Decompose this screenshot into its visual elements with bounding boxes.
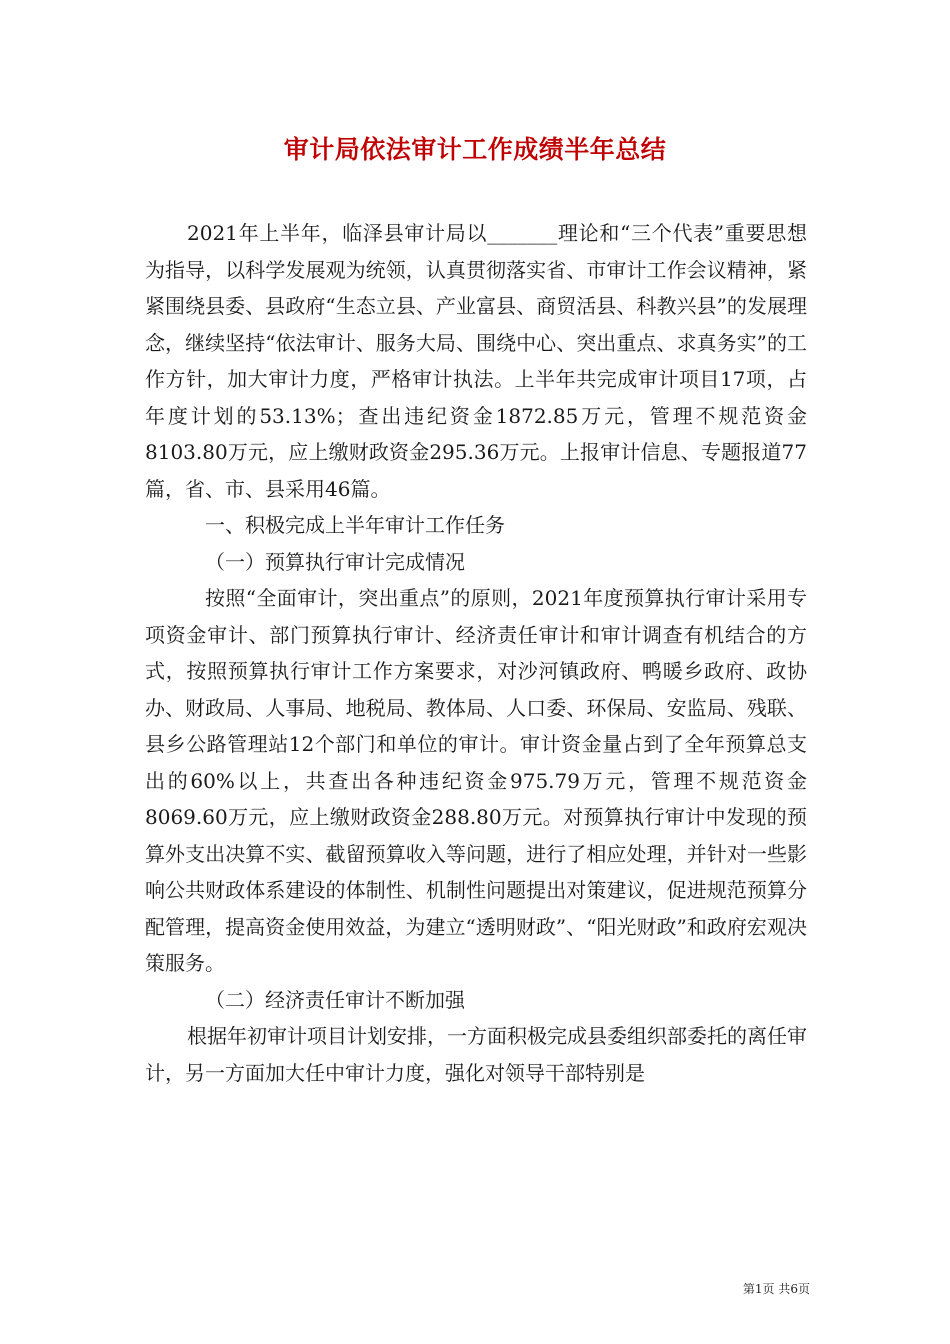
subsection-heading-1: （一）预算执行审计完成情况	[205, 549, 465, 574]
economic-audit-paragraph: 根据年初审计项目计划安排，一方面积极完成县委组织部委托的离任审计，另一方面加大任中审计力度，强化对领导干部特别是	[145, 1024, 807, 1085]
section-heading-1: 一、积极完成上半年审计工作任务	[205, 513, 505, 537]
budget-audit-paragraph: 按照“全面审计，突出重点”的原则，2021年度预算执行审计采用专项资金审计、部门预算执行审计、经济责任审计和审计调查有机结合的方式，按照预算执行审计工作方案要求，对沙河镇政府、鸭暖乡政府、政协办、财政局、人事局、地税局、教体局、人口委、环保局、安监局、残联、县乡公路管理站12个部门和单位的审计。审计资金量占到了全年预算总支出的60%以上，共查出各种违纪资金975.79万元，管理不规范资金8069.60万元，应上缴财政资金288.80万元。对预算执行审计中发现的预算外支出决算不实、截留预算收入等问题，进行了相应处理，并针对一些影响公共财政体系建设的体制性、机制性问题提出对策建议，促进规范预算分配管理，提高资金使用效益，为建立“透明财政”、“阳光财政”和政府宏观决策服务。	[145, 586, 807, 975]
intro-paragraph: 2021年上半年，临泽县审计局以_______理论和“三个代表”重要思想为指导，以科学发展观为统领，认真贯彻落实省、市审计工作会议精神，紧紧围绕县委、县政府“生态立县、产业富县、商贸活县、科教兴县”的发展理念，继续坚持“依法审计、服务大局、围绕中心、突出重点、求真务实”的工作方针，加大审计力度，严格审计执法。上半年共完成审计项目17项，占年度计划的53.13%；查出违纪资金1872.85万元，管理不规范资金8103.80万元，应上缴财政资金295.36万元。上报审计信息、专题报道77篇，省、市、县采用46篇。	[145, 221, 807, 501]
document-title: 审计局依法审计工作成绩半年总结	[283, 135, 667, 164]
document-body	[145, 215, 807, 1091]
page-number: 第1页 共6页	[742, 1282, 810, 1296]
subsection-heading-2: （二）经济责任审计不断加强	[205, 987, 465, 1012]
